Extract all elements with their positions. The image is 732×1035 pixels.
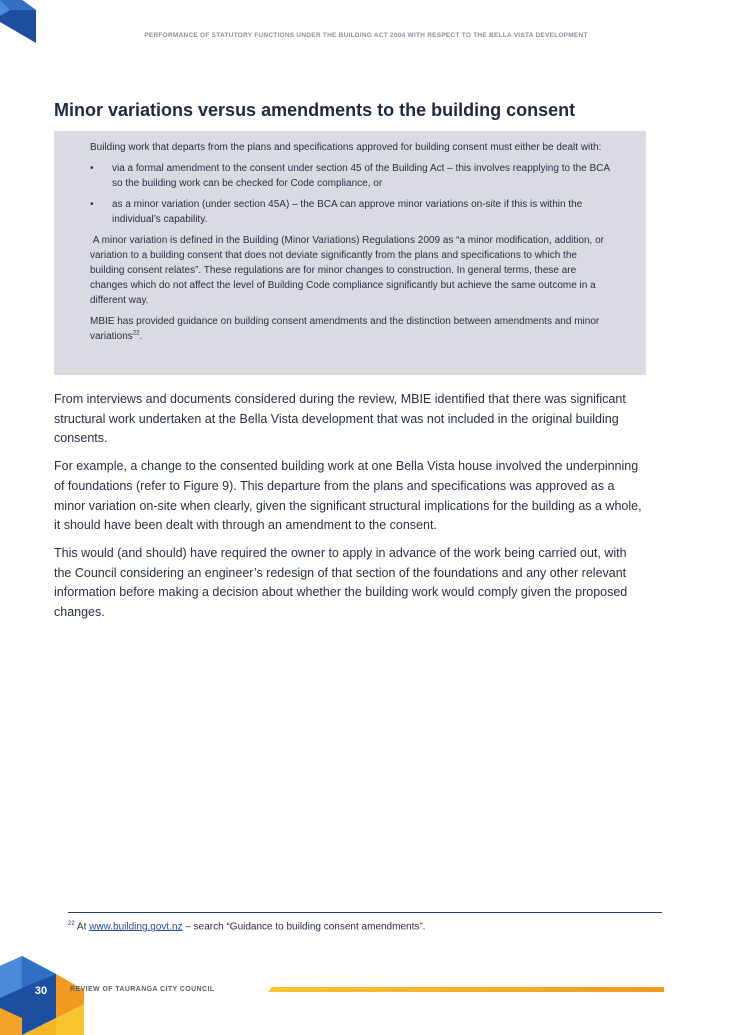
footer-accent-bar <box>268 985 664 993</box>
info-callout-box <box>54 131 646 375</box>
bullet-icon: • <box>90 163 94 174</box>
callout-bullet-item <box>90 197 612 227</box>
footnote-number: 22 <box>68 921 75 927</box>
callout-guidance <box>90 314 612 344</box>
bullet-icon: • <box>90 199 94 210</box>
callout-definition <box>90 233 612 308</box>
corner-decoration-top <box>0 0 40 46</box>
footnote-link[interactable]: www.building.govt.nz <box>89 921 183 933</box>
footer-title: REVIEW OF TAURANGA CITY COUNCIL <box>70 986 215 993</box>
body-paragraph: For example, a change to the consented building work at one Bella Vista house involved the underpinning of foundations (refer to Figure 9). This departure from the plans and specifications was approved as a minor variation on-site when clearly, given the significant structural implications for the building as a whole, it should have been dealt with through an amendment to the consent. <box>54 459 642 533</box>
callout-bullet-item <box>90 161 612 191</box>
running-header: PERFORMANCE OF STATUTORY FUNCTIONS UNDER THE BUILDING ACT 2004 WITH RESPECT TO THE BELLA VISTA DEVELOPMENT <box>144 32 588 39</box>
body-paragraph: This would (and should) have required the owner to apply in advance of the work being carried out, with the Council considering an engineer’s redesign of that section of the foundations and any other relevant information before making a decision about whether the building work would comply given the proposed changes. <box>54 545 628 620</box>
footnote-suffix: – search “Guidance to building consent amendments”. <box>182 921 426 933</box>
footnote <box>68 921 425 932</box>
bullet-text: via a formal amendment to the consent under section 45 of the Building Act – this involves reapplying to the BCA so the building work can be checked for Code compliance, or <box>112 163 610 189</box>
footnote-reference[interactable]: 22 <box>132 330 140 337</box>
body-paragraph: From interviews and documents considered during the review, MBIE identified that there was significant structural work undertaken at the Bella Vista development that was not included in the original building consents. <box>54 392 626 446</box>
guidance-text: MBIE has provided guidance on building consent amendments and the distinction between amendments and minor variations <box>90 316 600 342</box>
body-text <box>54 390 646 631</box>
page-number: 30 <box>34 985 48 997</box>
guidance-end: . <box>139 331 143 342</box>
footnote-divider <box>68 912 662 913</box>
callout-bullet-list <box>90 161 612 227</box>
callout-intro: Building work that departs from the plans and specifications approved for building consent must either be dealt with: <box>90 142 602 153</box>
definition-text: A minor variation is defined in the Building (Minor Variations) Regulations 2009 as “a minor modification, addition, or variation to a building consent that does not deviate significantly from the plans and specifications to which the building consent relates”. These regulations are for minor changes to construction. In general terms, these are changes which do not affect the level of Building Code compliance significantly but achieve the same outcome in a different way. <box>90 235 604 306</box>
bullet-text: as a minor variation (under section 45A) – the BCA can approve minor variations on-site if this is within the individual’s capability. <box>112 199 583 225</box>
footnote-prefix: At <box>76 921 90 933</box>
section-heading: Minor variations versus amendments to the building consent <box>54 100 576 120</box>
